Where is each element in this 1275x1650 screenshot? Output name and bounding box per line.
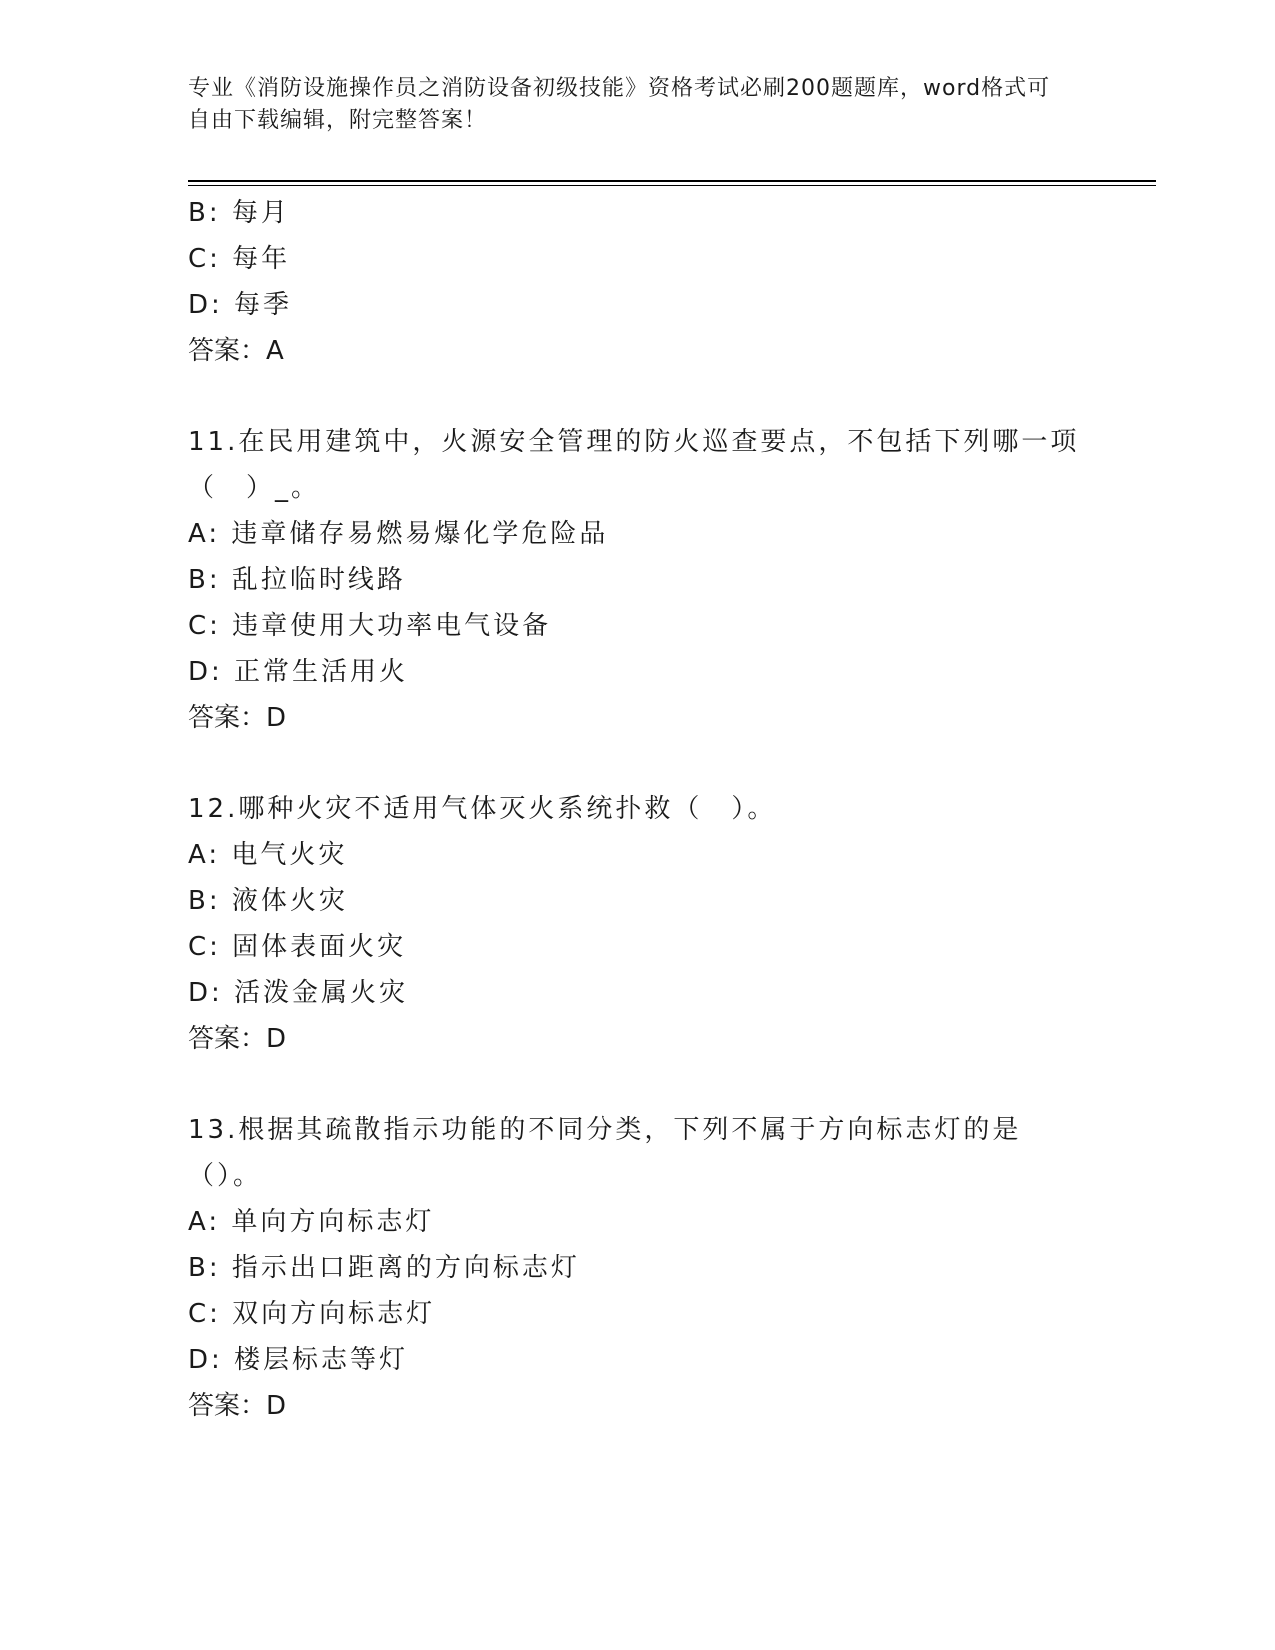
continued-question: [188, 190, 1088, 374]
option-d: D: 活泼金属火灾: [188, 978, 409, 1008]
question-text: 11.在民用建筑中，火源安全管理的防火巡查要点，不包括下列哪一项（ ）_。: [188, 427, 1080, 503]
answer-line: 答案：D: [188, 1391, 287, 1421]
option-a: A: 电气火灾: [188, 840, 348, 870]
header-rule-top: [188, 180, 1156, 182]
option-c: C: 双向方向标志灯: [188, 1299, 436, 1329]
question-text: 13.根据其疏散指示功能的不同分类，下列不属于方向标志灯的是（）。: [188, 1115, 1022, 1191]
option-a: A: 违章储存易燃易爆化学危险品: [188, 519, 609, 549]
document-header: 专业《消防设施操作员之消防设备初级技能》资格考试必刷200题题库，word格式可自由下载编辑，附完整答案！: [188, 76, 1051, 133]
option-d: D: 每季: [188, 290, 293, 320]
option-c: C: 每年: [188, 244, 291, 274]
question-12: [188, 786, 1088, 1062]
question-text: 12.哪种火灾不适用气体灭火系统扑救（ ）。: [188, 794, 777, 824]
question-11: [188, 419, 1088, 741]
option-c: C: 固体表面火灾: [188, 932, 407, 962]
option-c: C: 违章使用大功率电气设备: [188, 611, 552, 641]
option-d: D: 楼层标志等灯: [188, 1345, 409, 1375]
option-b: B: 指示出口距离的方向标志灯: [188, 1253, 580, 1283]
answer-line: 答案：D: [188, 1024, 287, 1054]
header-rule-bottom: [188, 185, 1156, 186]
question-content: [188, 190, 1088, 1429]
option-b: B: 液体火灾: [188, 886, 348, 916]
answer-line: 答案：A: [188, 336, 284, 366]
option-b: B: 每月: [188, 198, 290, 228]
question-13: [188, 1107, 1088, 1429]
answer-line: 答案：D: [188, 703, 287, 733]
option-d: D: 正常生活用火: [188, 657, 409, 687]
option-a: A: 单向方向标志灯: [188, 1207, 435, 1237]
option-b: B: 乱拉临时线路: [188, 565, 406, 595]
